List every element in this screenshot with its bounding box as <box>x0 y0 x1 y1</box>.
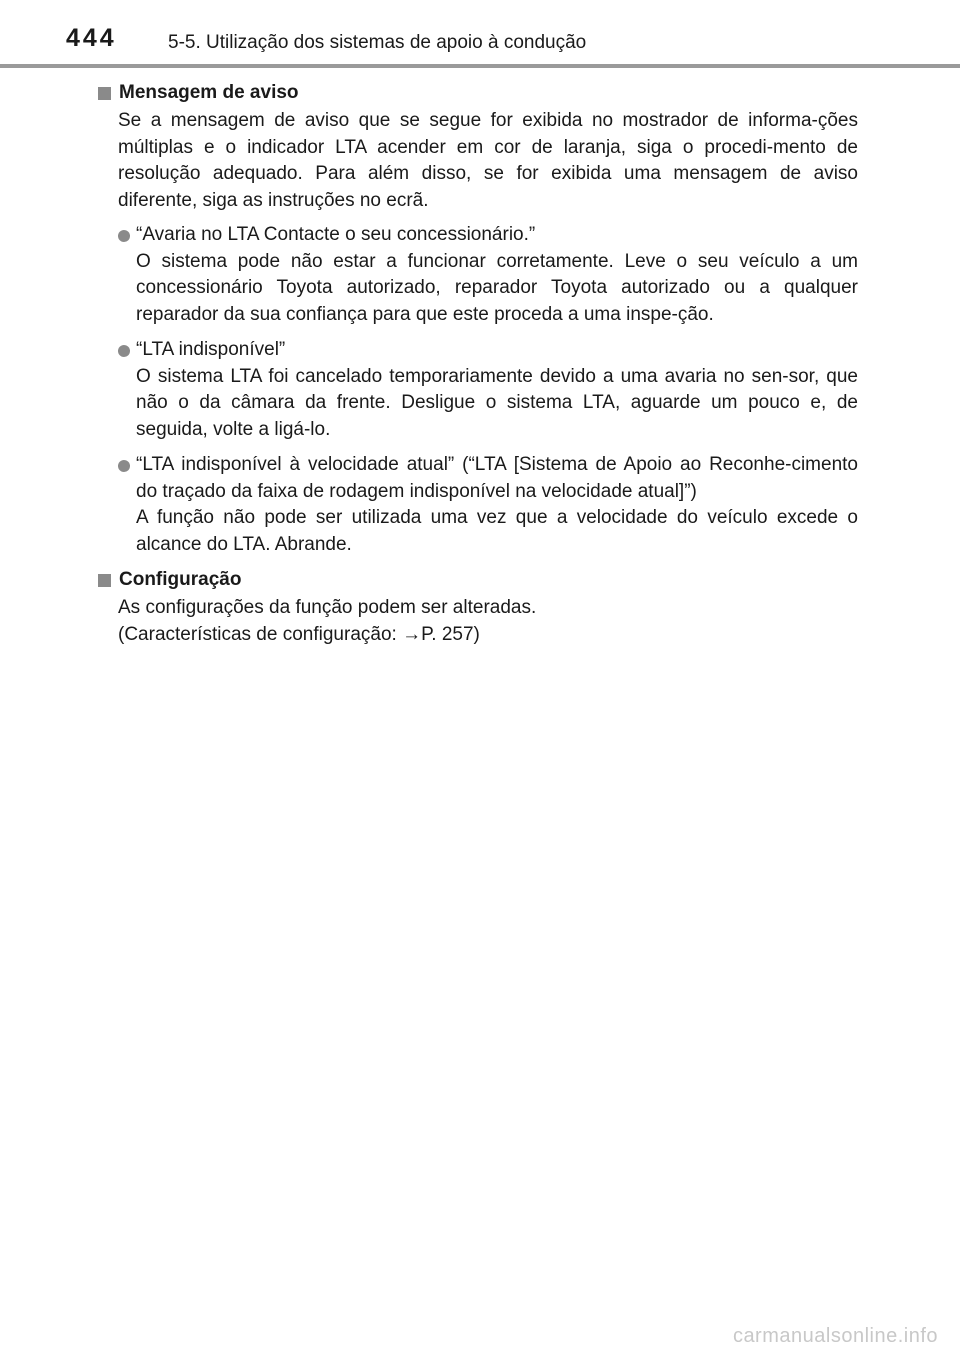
bullet-item <box>118 452 858 558</box>
configuration-line: As configurações da função podem ser alteradas. <box>118 597 537 618</box>
dot-icon <box>118 345 130 357</box>
section-heading-text: Configuração <box>119 569 242 590</box>
bullet-title: “LTA indisponível à velocidade atual” (“LTA [Sistema de Apoio ao Reconhe-cimento do traçado da faixa de rodagem indisponível na velocidade atual]”) <box>136 454 858 502</box>
page-number: 444 <box>66 24 117 52</box>
bullet-item <box>118 337 858 443</box>
watermark: carmanualsonline.info <box>732 1325 938 1347</box>
bullet-text: A função não pode ser utilizada uma vez que a velocidade do veículo excede o alcance do LTA. Abrande. <box>136 507 858 555</box>
bullet-title: “Avaria no LTA Contacte o seu concessionário.” <box>136 224 536 245</box>
configuration-reference: (Características de configuração: →P. 257) <box>118 623 480 645</box>
square-icon <box>98 574 111 587</box>
section-configuration <box>98 567 858 648</box>
section-heading <box>98 567 858 593</box>
page-header <box>0 0 960 64</box>
bullet-item <box>118 222 858 328</box>
page-content <box>98 80 858 654</box>
section-heading-text: Mensagem de aviso <box>119 82 299 103</box>
running-section-title: 5-5. Utilização dos sistemas de apoio à condução <box>168 32 587 53</box>
bullet-text: O sistema pode não estar a funcionar corretamente. Leve o seu veículo a um concessionário Toyota autorizado, reparador Toyota autorizado ou a qualquer reparador da sua confiança para que este proceda a uma inspe-ção. <box>136 250 858 325</box>
bullet-text: O sistema LTA foi cancelado temporariamente devido a uma avaria no sen-sor, que não o da câmara da frente. Desligue o sistema LTA, aguarde um pouco e, de seguida, volte a ligá-lo. <box>136 365 858 440</box>
dot-icon <box>118 230 130 242</box>
section-heading <box>98 80 858 106</box>
bullet-title: “LTA indisponível” <box>136 339 286 360</box>
bullet-list <box>118 222 858 558</box>
section-warning-message <box>98 80 858 558</box>
dot-icon <box>118 460 130 472</box>
header-rule <box>0 64 960 68</box>
section-paragraph: Se a mensagem de aviso que se segue for exibida no mostrador de informa-ções múltiplas e o indicador LTA acender em cor de laranja, siga o procedi-mento de resolução adequado. Para além disso, se for exibida uma mensagem de aviso diferente, siga as instruções no ecrã. <box>118 110 858 211</box>
square-icon <box>98 87 111 100</box>
